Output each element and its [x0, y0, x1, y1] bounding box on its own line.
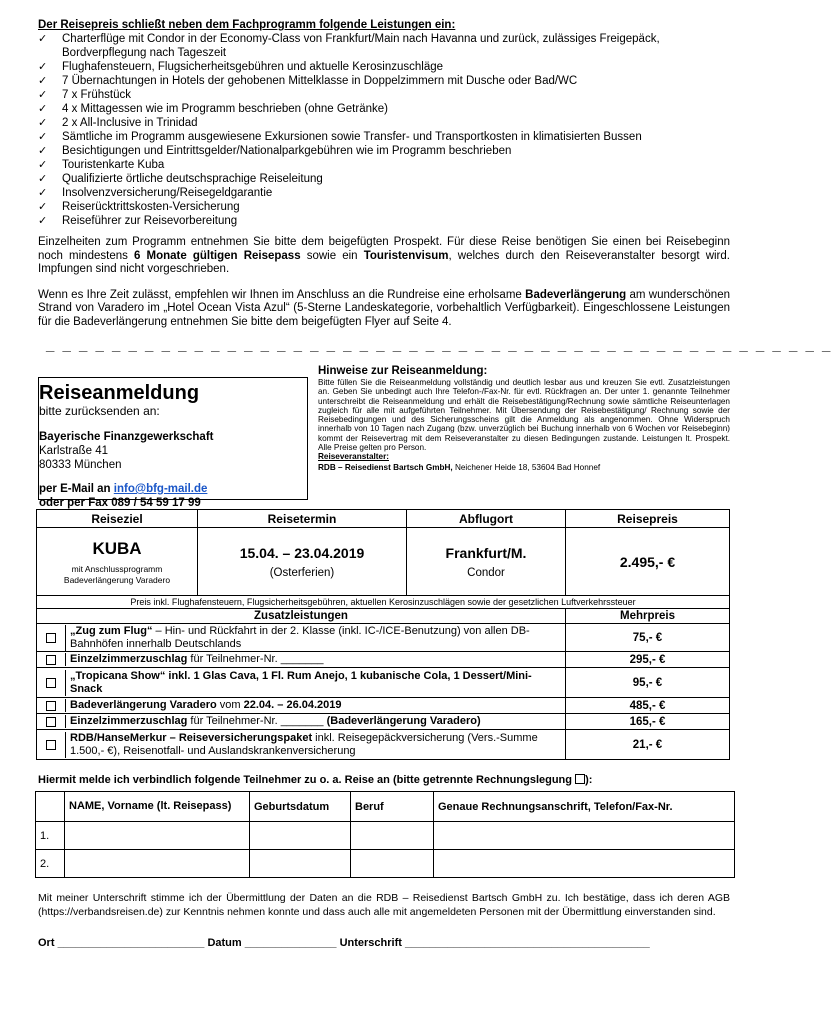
list-item: ✓ Flughafensteuern, Flugsicherheitsgebühren und aktuelle Kerosinzuschläge — [38, 60, 444, 73]
participants-table — [35, 791, 735, 878]
extra-price: 295,- € — [566, 652, 730, 668]
trip-info-row — [37, 528, 730, 596]
organizer-label: Reiseveranstalter: — [318, 452, 389, 462]
table-header-row: Reiseziel Reisetermin Abflugort Reisepreis — [37, 510, 730, 528]
checkmark-icon: ✓ — [38, 130, 48, 143]
extra-description: „Zug zum Flug“ – Hin- und Rückfahrt in der 2. Klasse (inkl. IC-/ICE-Benutzung) von allen DB-Bahnhöfen innerhalb Deutschlands — [70, 624, 530, 650]
notes-body: Bitte füllen Sie die Reiseanmeldung vollständig und deutlich lesbar aus und kreuzen Sie evtl. Zusatzleistungen an. Geben Sie unbedingt auch Ihre Telefon-/Fax-Nr. für evtl. Rückfragen an. Der unter 1. genannte Teilnehmer unterschreibt die Reiseanmeldung und erhält die Reisebestätigung/Rechnung sowie sämtliche Reiseunterlagen zugleich für alle mit aufgeführten Teilnehmer. Mit Übersendung der Reisebestätigung/ Rechnung sowie der Reisebedingungen und des Sicherungsscheins gilt die Anmeldung als angenommen. Ohne Widerspruch innerhalb von 10 Tagen nach Zugang (bzw. unverzüglich bei Buchung innerhalb von 6 Wochen vor Reisebeginn) kommt der Reisevertrag mit dem Reiseveranstalter zu diesen Bedingungen zustande. Leistungen lt. Prospekt. Alle Preise gelten pro Person. — [318, 378, 730, 453]
occupation-field[interactable] — [351, 850, 434, 878]
list-item: ✓ 4 x Mittagessen wie im Programm beschrieben (ohne Getränke) — [38, 102, 388, 115]
checkmark-icon: ✓ — [38, 186, 48, 199]
extra-description: Einzelzimmerzuschlag für Teilnehmer-Nr. _______ (Badeverlängerung Varadero) — [70, 715, 481, 727]
checkmark-icon: ✓ — [38, 88, 48, 101]
checkmark-icon: ✓ — [38, 102, 48, 115]
checkmark-icon: ✓ — [38, 116, 48, 129]
table-row: 1. — [36, 822, 735, 850]
extra-checkbox[interactable] — [46, 633, 56, 643]
list-item: ✓ Reiseführer zur Reisevorbereitung — [38, 214, 238, 227]
city-address: 80333 München — [39, 459, 122, 471]
fax-line: oder per Fax 089 / 54 59 17 99 — [39, 497, 201, 509]
program-details-paragraph: Einzelheiten zum Programm entnehmen Sie bitte dem beigefügten Prospekt. Für diese Reise benötigen Sie einen bei Reisebeginn noch mindestens 6 Monate gültigen Reisepass sowie ein Touristenvisum, welches durch den Reiseveranstalter besorgt wird. Impfungen sind nicht vorgeschrieben. — [38, 236, 730, 275]
inclusions-header: Der Reisepreis schließt neben dem Fachprogramm folgende Leistungen ein: — [38, 19, 456, 31]
list-item: ✓ 7 x Frühstück — [38, 88, 132, 101]
organizer-info: RDB – Reisedienst Bartsch GmbH, Neichener Heide 18, 53604 Bad Honnef — [318, 463, 601, 473]
address-field[interactable] — [434, 822, 735, 850]
cut-line: _ _ _ _ _ _ _ _ _ _ _ _ _ _ _ _ _ _ _ _ _ _ _ _ _ _ _ _ _ _ _ _ _ _ _ _ _ _ _ _ _ _ _ _ _ _ _ _ — [46, 337, 832, 354]
name-field[interactable] — [65, 822, 250, 850]
address-field[interactable] — [434, 850, 735, 878]
travel-dates-note: (Osterferien) — [269, 566, 335, 579]
list-item: ✓ 7 Übernachtungen in Hotels der gehobenen Mittelklasse in Doppelzimmern mit Dusche oder Bad/WC — [38, 74, 578, 87]
signature-line: Ort ________________________ Datum _______________ Unterschrift ________________________________________ — [38, 937, 650, 949]
list-item: ✓ Besichtigungen und Eintrittsgelder/Nationalparkgebühren wie im Programm beschrieben — [38, 144, 512, 157]
extra-description: RDB/HanseMerkur – Reiseversicherungspaket inkl. Reisegepäckversicherung (Vers.-Summe 1.500,- €), Reisenotfall- und Auslandskrankenversicherung — [70, 731, 538, 757]
extra-description: Badeverlängerung Varadero vom 22.04. – 26.04.2019 — [70, 699, 342, 711]
extra-price: 21,- € — [566, 730, 730, 760]
extra-price: 75,- € — [566, 624, 730, 652]
trip-price: 2.495,- € — [566, 528, 730, 596]
consent-text: Mit meiner Unterschrift stimme ich der Übermittlung der Daten an die RDB – Reisedienst Bartsch GmbH zu. Ich bestätige, dass ich deren AGB (https://verbandsreisen.de) zur Kenntnis nehmen konnte und dass auch alle mit angemeldeten Personen mit der Übermittlung einverstanden sind. — [38, 892, 730, 918]
street-address: Karlstraße 41 — [39, 445, 109, 457]
list-item: ✓ Charterflüge mit Condor in der Economy-Class von Frankfurt/Main nach Havanna und zurück, zulässiges Freigepäck, Bordverpflegung nach Tageszeit — [38, 32, 660, 59]
extra-checkbox[interactable] — [46, 717, 56, 727]
destination-note: mit Anschlussprogramm Badeverlängerung Varadero — [63, 563, 171, 585]
list-item: ✓ Qualifizierte örtliche deutschsprachige Reiseleitung — [38, 172, 323, 185]
list-item: ✓ Insolvenzversicherung/Reisegeldgarantie — [38, 186, 273, 199]
extra-row — [37, 668, 730, 698]
list-item: ✓ Sämtliche im Programm ausgewiesene Exkursionen sowie Transfer- und Transportkosten in klimatisierten Bussen — [38, 130, 642, 143]
price-note: Preis inkl. Flughafensteuern, Flugsicherheitsgebühren, aktuellen Kerosinzuschlägen sowie der gesetzlichen Luftverkehrssteuer — [37, 596, 730, 609]
extra-row — [37, 714, 730, 730]
signature-field[interactable]: ________________________________________ — [404, 937, 650, 949]
date-field[interactable]: _______________ — [244, 937, 337, 949]
checkmark-icon: ✓ — [38, 32, 48, 45]
extra-checkbox[interactable] — [46, 740, 56, 750]
destination: KUBA — [92, 538, 142, 558]
registration-notes — [318, 365, 730, 473]
checkmark-icon: ✓ — [38, 200, 48, 213]
extra-price: 485,- € — [566, 698, 730, 714]
extra-price: 165,- € — [566, 714, 730, 730]
occupation-field[interactable] — [351, 822, 434, 850]
extras-header-row — [37, 609, 730, 624]
participant-declaration: Hiermit melde ich verbindlich folgende Teilnehmer zu o. a. Reise an (bitte getrennte Rechnungslegung ): — [38, 774, 593, 786]
extra-row — [37, 698, 730, 714]
extra-checkbox[interactable] — [46, 655, 56, 665]
extra-description: Einzelzimmerzuschlag für Teilnehmer-Nr. _______ — [70, 653, 324, 665]
extra-row — [37, 652, 730, 668]
organization-name: Bayerische Finanzgewerkschaft — [39, 431, 214, 443]
checkmark-icon: ✓ — [38, 172, 48, 185]
checkmark-icon: ✓ — [38, 74, 48, 87]
birthdate-field[interactable] — [250, 822, 351, 850]
registration-box — [38, 377, 308, 509]
birthdate-field[interactable] — [250, 850, 351, 878]
extra-checkbox[interactable] — [46, 678, 56, 688]
travel-dates: 15.04. – 23.04.2019 — [239, 544, 365, 561]
name-field[interactable] — [65, 850, 250, 878]
list-item: ✓ Reiserücktrittskosten-Versicherung — [38, 200, 240, 213]
email-line: per E-Mail an info@bfg-mail.de — [39, 483, 208, 495]
price-note-row — [37, 596, 730, 609]
form-page — [38, 18, 832, 949]
table-header-row: NAME, Vorname (lt. Reisepass) Geburtsdatum Beruf Genaue Rechnungsanschrift, Telefon/Fax-Nr. — [36, 792, 735, 822]
notes-title: Hinweise zur Reiseanmeldung: — [318, 365, 488, 377]
extras-price-header: Mehrpreis — [566, 609, 730, 624]
registration-section — [38, 365, 730, 509]
extra-row — [37, 624, 730, 652]
checkmark-icon: ✓ — [38, 60, 48, 73]
table-row: 2. — [36, 850, 735, 878]
extras-header: Zusatzleistungen — [37, 609, 566, 624]
extra-row — [37, 730, 730, 760]
registration-subtitle: bitte zurücksenden an: — [39, 404, 160, 418]
airline: Condor — [467, 566, 505, 579]
checkmark-icon: ✓ — [38, 144, 48, 157]
checkmark-icon: ✓ — [38, 158, 48, 171]
registration-title: Reiseanmeldung — [39, 382, 200, 404]
beach-extension-paragraph: Wenn es Ihre Zeit zulässt, empfehlen wir Ihnen im Anschluss an die Rundreise eine erholsame Badeverlängerung am wunderschönen Strand von Varadero im „Hotel Ocean Vista Azul“ (5-Sterne Landeskategorie, vorbehaltlich Verfügbarkeit). Eingeschlossene Leistungen für die Badeverlängerung entnehmen Sie bitte dem beigefügten Flyer auf Seite 4. — [38, 288, 730, 328]
checkmark-icon: ✓ — [38, 214, 48, 227]
separate-invoice-checkbox[interactable] — [575, 774, 585, 784]
extra-checkbox[interactable] — [46, 701, 56, 711]
list-item: ✓ 2 x All-Inclusive in Trinidad — [38, 116, 198, 129]
departure-city: Frankfurt/M. — [445, 544, 527, 561]
trip-table — [36, 509, 730, 760]
inclusions-list — [38, 32, 730, 228]
list-item: ✓ Touristenkarte Kuba — [38, 158, 165, 171]
extra-price: 95,- € — [566, 668, 730, 698]
email-link[interactable]: info@bfg-mail.de — [113, 483, 208, 495]
place-field[interactable]: ________________________ — [57, 937, 205, 949]
extra-description: „Tropicana Show“ inkl. 1 Glas Cava, 1 Fl. Rum Anejo, 1 kubanische Cola, 1 Dessert/Mini-Snack — [70, 669, 532, 695]
